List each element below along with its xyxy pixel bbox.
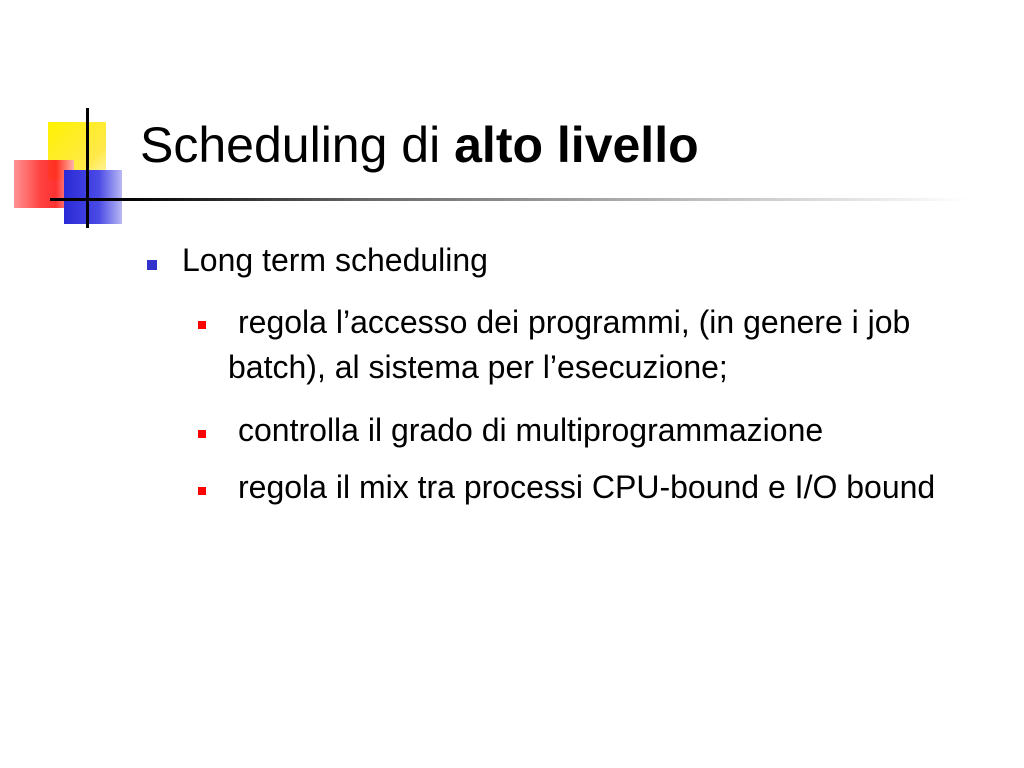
bullet-square-icon — [198, 487, 206, 495]
title-regular: Scheduling di — [140, 117, 455, 173]
title-bold: alto livello — [454, 117, 699, 173]
list-item — [228, 465, 998, 510]
list-item — [182, 238, 982, 283]
bullet-square-icon — [198, 321, 206, 329]
list-item-text: controlla il grado di multiprogrammazione — [238, 412, 824, 448]
list-item-text: regola il mix tra processi CPU-bound e I/O bound — [238, 469, 936, 505]
list-item — [228, 408, 998, 453]
list-item-text: Long term scheduling — [182, 242, 488, 278]
list-item-text: regola l’accesso dei programmi, (in genere i job batch), al sistema per l’esecuzione; — [228, 304, 911, 385]
bullet-square-icon — [198, 430, 206, 438]
list-item — [228, 300, 998, 390]
bullet-square-icon — [147, 260, 157, 270]
